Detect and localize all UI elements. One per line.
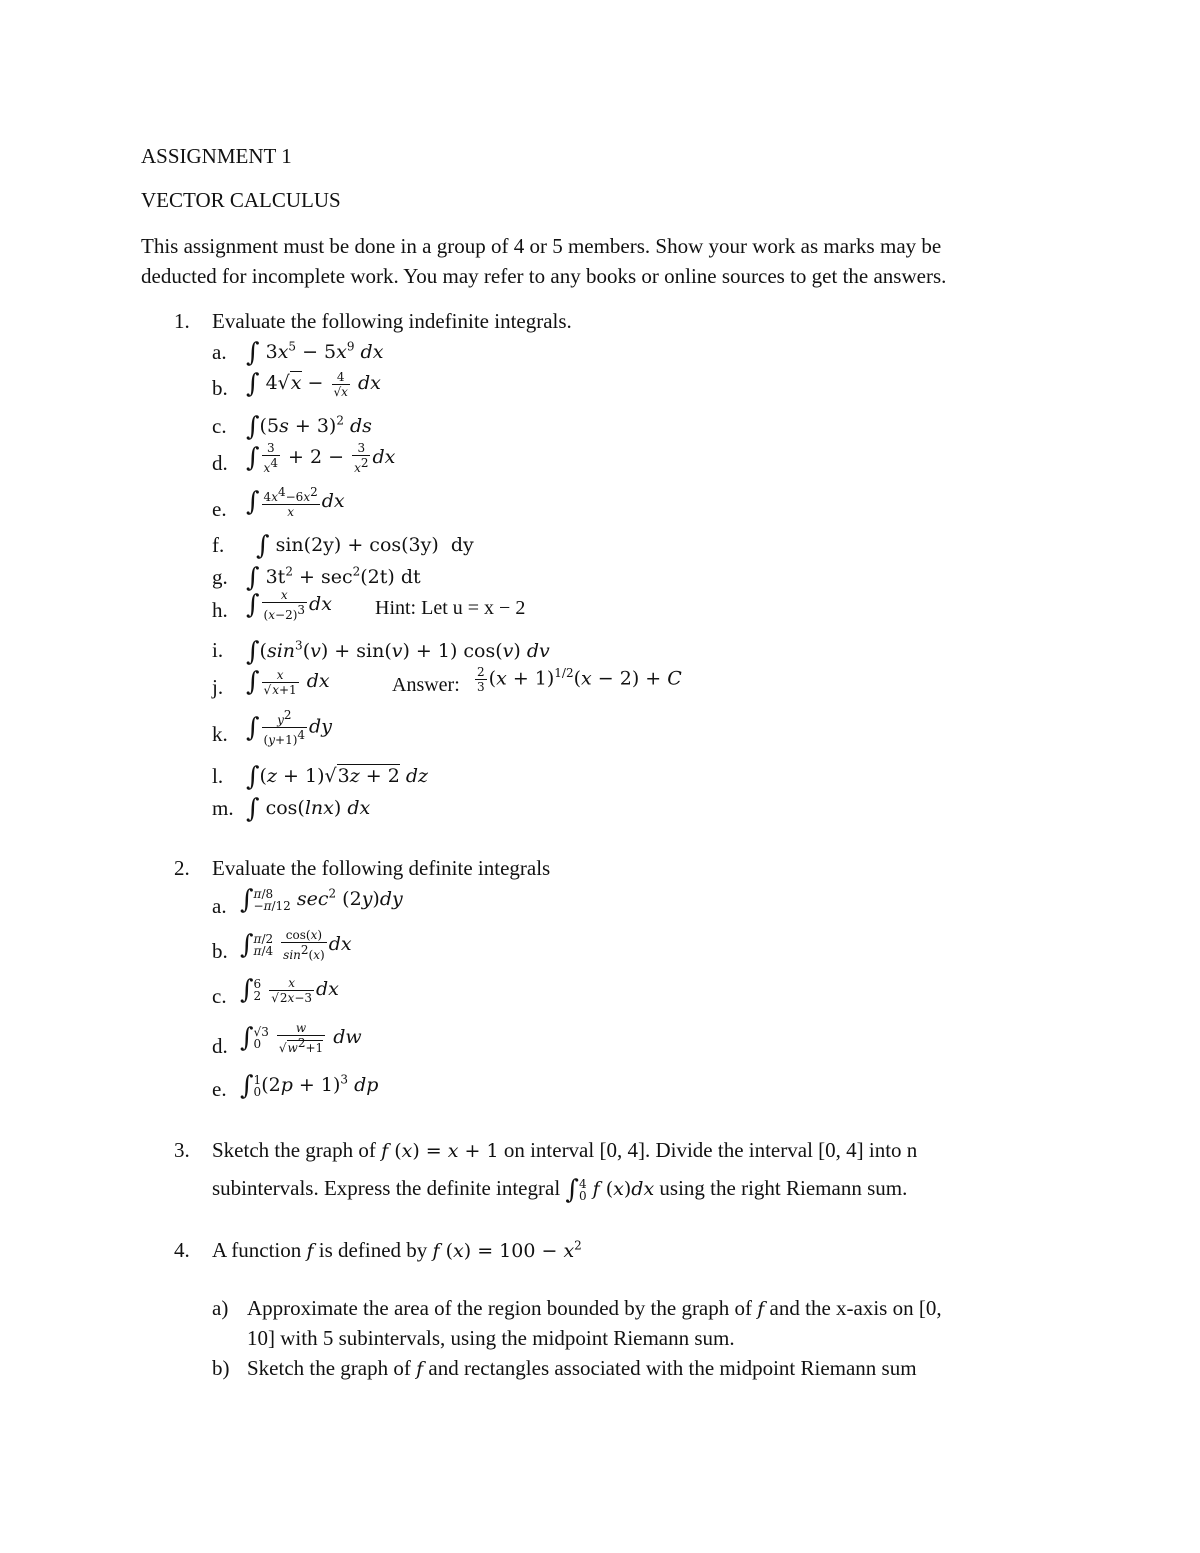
q2-number: 2. bbox=[174, 856, 190, 880]
q4-a-f-symbol: f bbox=[757, 1298, 765, 1320]
q4-a-line1-text: Approximate the area of the region bounded by the graph of bbox=[247, 1296, 752, 1320]
q2-e-label: e. bbox=[212, 1077, 227, 1101]
intro-line-2: deducted for incomplete work. You may refer to any books or online sources to get the answers. bbox=[141, 264, 947, 288]
q3-line2-text-b: using the right Riemann sum. bbox=[659, 1176, 908, 1200]
q4-b-f-symbol: f bbox=[416, 1358, 424, 1380]
q1-m-expression: ∫ cos(lnx) dx bbox=[246, 794, 371, 824]
assignment-title: ASSIGNMENT 1 bbox=[141, 144, 292, 168]
q1-h-label: h. bbox=[212, 598, 228, 622]
q3-function: f (x) = x + 1 bbox=[381, 1140, 499, 1162]
q1-l-label: l. bbox=[212, 764, 224, 788]
course-title: VECTOR CALCULUS bbox=[141, 188, 341, 212]
q4-a-line2: 10] with 5 subintervals, using the midpoint Riemann sum. bbox=[247, 1326, 735, 1350]
q4-a-line1 bbox=[247, 1296, 942, 1321]
q1-c-label: c. bbox=[212, 414, 227, 438]
q3-line2 bbox=[212, 1172, 908, 1205]
q4-function: f $(x) = 100 - x^2$ bbox=[432, 1238, 582, 1262]
q4-number: 4. bbox=[174, 1238, 190, 1262]
q1-h-hint: Hint: Let u = x − 2 bbox=[375, 597, 526, 619]
q4-b-label: b) bbox=[212, 1356, 230, 1380]
q1-g-label: g. bbox=[212, 565, 228, 589]
q1-e-label: e. bbox=[212, 497, 227, 521]
q1-d-label: d. bbox=[212, 451, 228, 475]
q1-j-answer-label: Answer: bbox=[392, 674, 460, 696]
q3-line1-text-b: on interval [0, 4]. Divide the interval [0, 4] into n bbox=[503, 1138, 918, 1162]
q4-a-label: a) bbox=[212, 1296, 229, 1320]
q3-number: 3. bbox=[174, 1138, 190, 1162]
q3-line1-start bbox=[212, 1138, 917, 1163]
q1-i-label: i. bbox=[212, 638, 224, 662]
q2-a-label: a. bbox=[212, 894, 227, 918]
q2-d-label: d. bbox=[212, 1034, 228, 1058]
q1-l-expression: ∫(z + 1)√3z + 2 dz bbox=[246, 762, 429, 792]
q1-e-expression: ∫ $\frac{4x^4-6x^2}{x}$ dx bbox=[246, 485, 345, 519]
q1-text: Evaluate the following indefinite integrals. bbox=[212, 309, 572, 333]
q2-b-label: b. bbox=[212, 939, 228, 963]
q4-text-b: is defined by bbox=[318, 1238, 428, 1262]
q1-c-expression: $\int(5s + 3)^2$ ds bbox=[246, 412, 372, 442]
q3-integral: ∫ 4 0 f (x)dx bbox=[565, 1175, 655, 1205]
q4-b-line1-text: Sketch the graph of bbox=[247, 1356, 411, 1380]
q1-b-label: b. bbox=[212, 376, 228, 400]
q4-b-line1-text-b: and rectangles associated with the midpoint Riemann sum bbox=[428, 1356, 917, 1380]
q2-d-expression: ∫ √3 0 $\frac{w}{√w^2+1}$ dw bbox=[240, 1021, 362, 1055]
q2-c-label: c. bbox=[212, 984, 227, 1008]
q2-b-expression: ∫ π/2 π/4 $\frac{\cos(x)}{\sin^2(x)}$ dx bbox=[240, 928, 352, 962]
q1-k-label: k. bbox=[212, 722, 228, 746]
q3-line2-text-a: subintervals. Express the definite integral bbox=[212, 1176, 561, 1200]
q1-d-expression: ∫ $\frac{3}{x^4}$ + 2 − $\frac{3}{x^2}$ dx bbox=[246, 441, 396, 475]
q1-f-label: f. bbox=[212, 533, 225, 557]
q4-text bbox=[212, 1238, 582, 1263]
q1-number: 1. bbox=[174, 309, 190, 333]
q1-j-expression: ∫ $\frac{x}{√x+1}$ dx bbox=[246, 667, 330, 697]
q1-i-expression: $\int(\sin^3(v) + \sin(v) + 1)$ cos(v) dv bbox=[246, 637, 550, 667]
q4-text-a: A function bbox=[212, 1238, 302, 1262]
q4-a-line1-text-b: and the x-axis on [0, bbox=[769, 1296, 942, 1320]
q4-b-line1 bbox=[247, 1356, 917, 1381]
intro-line-1: This assignment must be done in a group of 4 or 5 members. Show your work as marks may be bbox=[141, 234, 942, 258]
q1-j-answer-expression: $\frac{2}{3}$ $(x + 1)^{1/2}(x - 2) + C$ bbox=[477, 665, 682, 694]
q1-g-expression: ∫ $3t^2 + \sec^2(2t)$ dt bbox=[246, 563, 421, 593]
q1-b-expression: ∫ 4√x − $\frac{4}{√x}$ dx bbox=[246, 369, 381, 399]
q1-m-label: m. bbox=[212, 796, 234, 820]
q2-text: Evaluate the following definite integrals bbox=[212, 856, 551, 880]
q2-a-expression: ∫ π/8 −π/12 $\sec^2 (2y)dy$ bbox=[240, 885, 403, 915]
q2-c-expression: ∫ 6 2 $\frac{x}{√2x-3}$ dx bbox=[240, 975, 339, 1005]
q1-k-expression: ∫ $\frac{y^2}{(y+1)^4}$ dy bbox=[246, 708, 332, 747]
q1-f-expression: ∫ sin(2y) + cos(3y) dy bbox=[256, 531, 474, 561]
q3-line1-text-a: Sketch the graph of bbox=[212, 1138, 376, 1162]
q1-a-label: a. bbox=[212, 340, 227, 364]
q1-j-label: j. bbox=[212, 675, 224, 699]
q4-f-symbol: f bbox=[306, 1240, 314, 1262]
q1-a-expression: ∫ $3x^5 - 5x^9$ dx bbox=[246, 338, 384, 368]
q2-e-expression: ∫ 1 0 $(2p + 1)^3$ dp bbox=[240, 1071, 379, 1101]
q1-h-expression: ∫ $\frac{x}{(x-2)^3}$ dx bbox=[246, 588, 332, 622]
